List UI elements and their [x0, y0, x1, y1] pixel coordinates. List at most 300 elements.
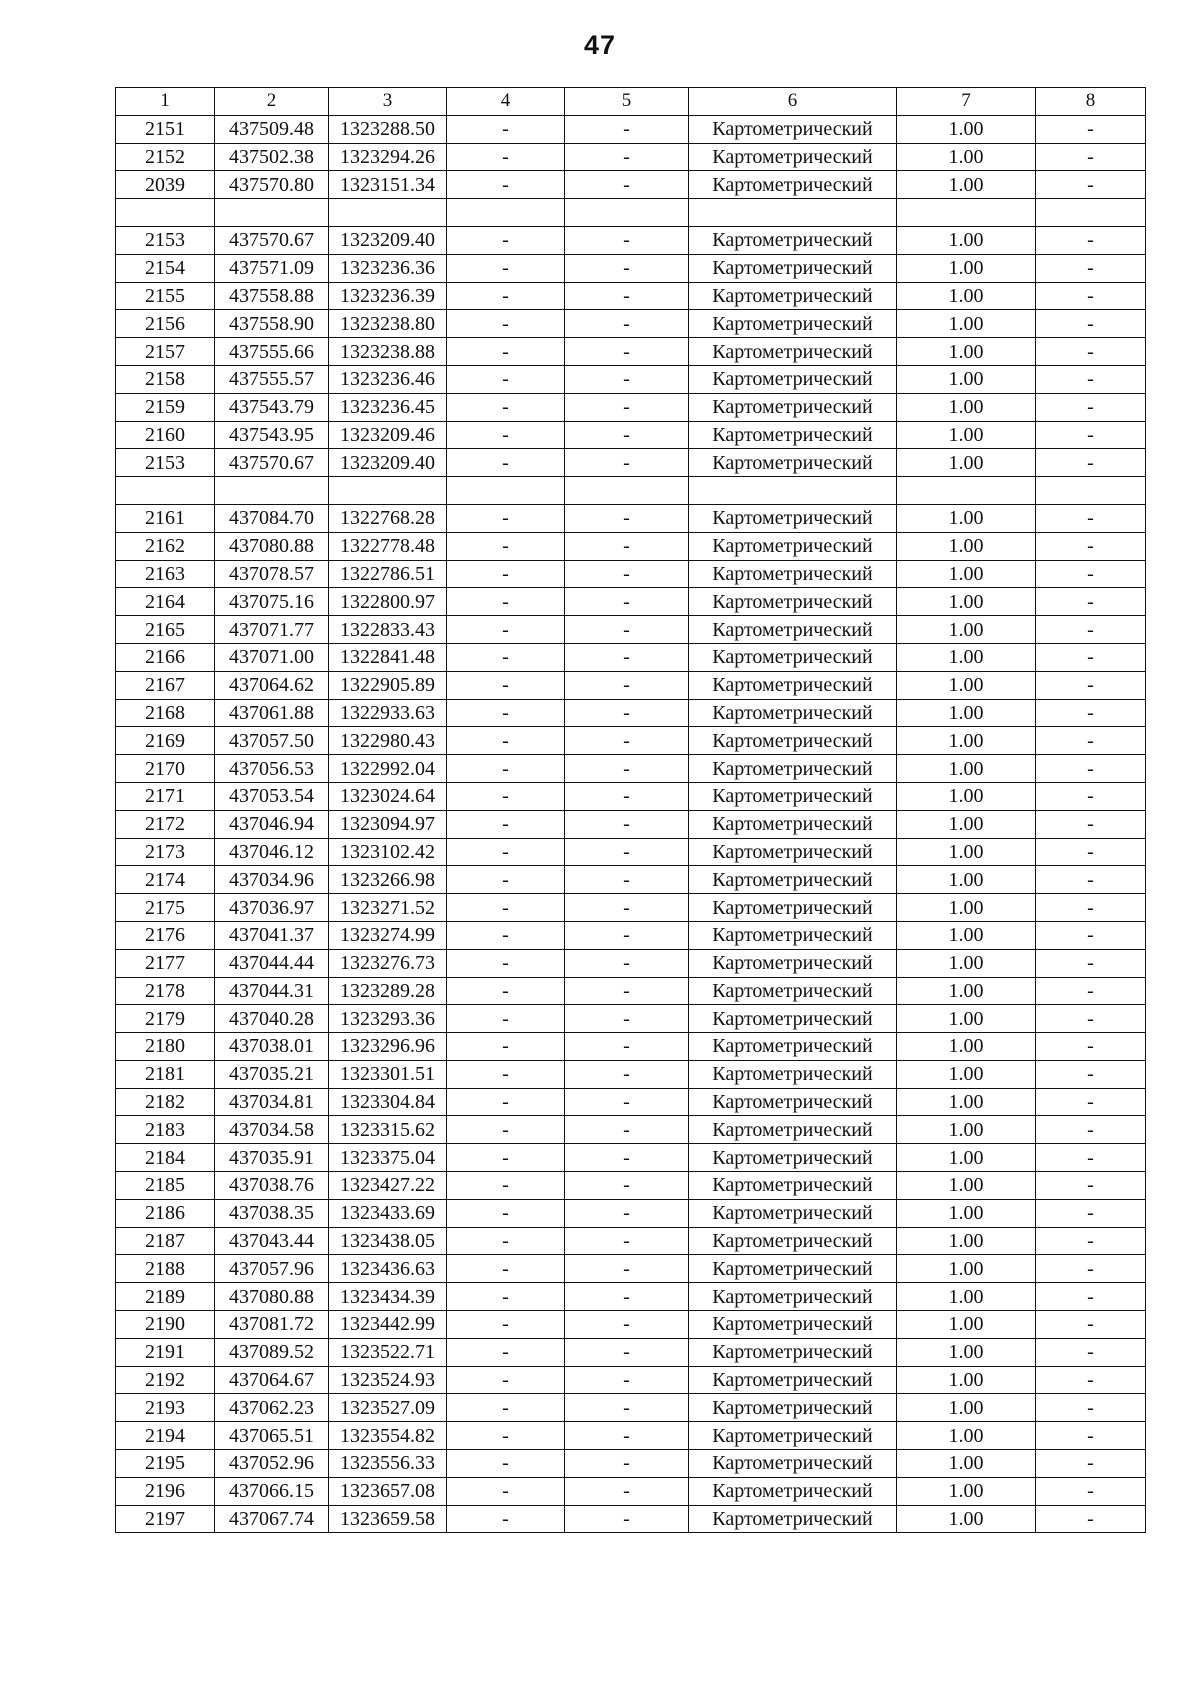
cell-point-number: 2157 [116, 338, 215, 366]
cell-x-coordinate: 437065.51 [215, 1422, 329, 1450]
cell-method: Картометрический [689, 143, 897, 171]
cell-col-8: - [1036, 643, 1146, 671]
cell-col-5: - [565, 532, 689, 560]
cell-y-coordinate: 1323554.82 [329, 1422, 447, 1450]
cell-col-4: - [447, 254, 565, 282]
cell-method: Картометрический [689, 1422, 897, 1450]
cell-method: Картометрический [689, 699, 897, 727]
table-row [116, 143, 1146, 171]
cell-x-coordinate: 437555.57 [215, 365, 329, 393]
cell-point-number: 2156 [116, 310, 215, 338]
cell-method: Картометрический [689, 866, 897, 894]
cell-method: Картометрический [689, 1283, 897, 1311]
cell-col-5: - [565, 1033, 689, 1061]
cell-col-8: - [1036, 1088, 1146, 1116]
cell-method: Картометрический [689, 1505, 897, 1533]
cell-point-number: 2174 [116, 866, 215, 894]
column-header-4: 4 [447, 88, 565, 116]
cell-point-number: 2155 [116, 282, 215, 310]
cell-y-coordinate: 1323315.62 [329, 1116, 447, 1144]
cell-x-coordinate: 437036.97 [215, 894, 329, 922]
cell-x-coordinate: 437071.00 [215, 643, 329, 671]
cell-y-coordinate: 1323289.28 [329, 977, 447, 1005]
cell-point-number: 2169 [116, 727, 215, 755]
cell-col-4: - [447, 588, 565, 616]
cell-col-4: - [447, 755, 565, 783]
cell-precision: 1.00 [897, 1060, 1036, 1088]
cell-col-4: - [447, 1422, 565, 1450]
cell-precision: 1.00 [897, 1450, 1036, 1478]
cell-col-5: - [565, 616, 689, 644]
cell-col-8: - [1036, 171, 1146, 199]
cell-y-coordinate: 1322841.48 [329, 643, 447, 671]
cell-method: Картометрический [689, 1060, 897, 1088]
cell-y-coordinate: 1323209.46 [329, 421, 447, 449]
table-row [116, 1116, 1146, 1144]
cell-x-coordinate: 437067.74 [215, 1505, 329, 1533]
cell-precision: 1.00 [897, 1505, 1036, 1533]
cell-method: Картометрический [689, 1172, 897, 1200]
cell-point-number: 2185 [116, 1172, 215, 1200]
table-row [116, 504, 1146, 532]
cell-col-8: - [1036, 143, 1146, 171]
cell-col-5: - [565, 1227, 689, 1255]
cell-col-4: - [447, 1144, 565, 1172]
table-row [116, 894, 1146, 922]
cell-col-5: - [565, 671, 689, 699]
cell-point-number: 2186 [116, 1199, 215, 1227]
cell-precision [897, 477, 1036, 505]
cell-col-5 [565, 477, 689, 505]
table-row [116, 421, 1146, 449]
column-header-3: 3 [329, 88, 447, 116]
cell-col-8: - [1036, 894, 1146, 922]
table-row [116, 1477, 1146, 1505]
cell-method: Картометрический [689, 1311, 897, 1339]
cell-col-8: - [1036, 1450, 1146, 1478]
cell-method: Картометрический [689, 338, 897, 366]
cell-col-4: - [447, 310, 565, 338]
cell-x-coordinate: 437057.50 [215, 727, 329, 755]
cell-col-5: - [565, 1283, 689, 1311]
cell-col-5: - [565, 727, 689, 755]
cell-col-5: - [565, 1311, 689, 1339]
cell-precision: 1.00 [897, 755, 1036, 783]
cell-col-8: - [1036, 115, 1146, 143]
coordinates-table [115, 87, 1146, 1533]
cell-col-4: - [447, 1199, 565, 1227]
cell-precision: 1.00 [897, 727, 1036, 755]
header-row [116, 88, 1146, 116]
cell-precision: 1.00 [897, 171, 1036, 199]
cell-col-5: - [565, 504, 689, 532]
cell-point-number: 2176 [116, 921, 215, 949]
cell-y-coordinate: 1323288.50 [329, 115, 447, 143]
cell-method: Картометрический [689, 1116, 897, 1144]
cell-method: Картометрический [689, 810, 897, 838]
cell-col-4: - [447, 1505, 565, 1533]
cell-precision: 1.00 [897, 449, 1036, 477]
cell-point-number: 2191 [116, 1338, 215, 1366]
cell-col-8: - [1036, 866, 1146, 894]
cell-col-8: - [1036, 1366, 1146, 1394]
cell-precision: 1.00 [897, 1144, 1036, 1172]
cell-col-8: - [1036, 1033, 1146, 1061]
cell-method: Картометрический [689, 1338, 897, 1366]
cell-col-5: - [565, 1422, 689, 1450]
cell-y-coordinate [329, 477, 447, 505]
cell-point-number: 2178 [116, 977, 215, 1005]
table-row [116, 1338, 1146, 1366]
cell-col-8: - [1036, 755, 1146, 783]
cell-x-coordinate: 437038.01 [215, 1033, 329, 1061]
cell-col-8: - [1036, 588, 1146, 616]
cell-y-coordinate: 1323236.45 [329, 393, 447, 421]
cell-col-8: - [1036, 671, 1146, 699]
cell-x-coordinate: 437066.15 [215, 1477, 329, 1505]
cell-col-8: - [1036, 727, 1146, 755]
cell-col-4: - [447, 616, 565, 644]
cell-col-5: - [565, 365, 689, 393]
cell-col-5: - [565, 866, 689, 894]
cell-col-8: - [1036, 1422, 1146, 1450]
cell-x-coordinate: 437543.79 [215, 393, 329, 421]
cell-point-number: 2175 [116, 894, 215, 922]
cell-col-5: - [565, 171, 689, 199]
cell-x-coordinate: 437558.88 [215, 282, 329, 310]
cell-x-coordinate: 437034.96 [215, 866, 329, 894]
cell-method: Картометрический [689, 532, 897, 560]
cell-point-number: 2152 [116, 143, 215, 171]
cell-y-coordinate: 1323442.99 [329, 1311, 447, 1339]
cell-col-4: - [447, 1283, 565, 1311]
cell-method: Картометрический [689, 282, 897, 310]
cell-col-8: - [1036, 1255, 1146, 1283]
cell-x-coordinate: 437034.81 [215, 1088, 329, 1116]
table-row [116, 949, 1146, 977]
cell-col-5: - [565, 1255, 689, 1283]
cell-point-number: 2190 [116, 1311, 215, 1339]
cell-precision: 1.00 [897, 782, 1036, 810]
cell-x-coordinate: 437081.72 [215, 1311, 329, 1339]
cell-point-number: 2159 [116, 393, 215, 421]
table-row [116, 699, 1146, 727]
cell-x-coordinate: 437061.88 [215, 699, 329, 727]
cell-x-coordinate: 437089.52 [215, 1338, 329, 1366]
cell-precision: 1.00 [897, 643, 1036, 671]
cell-precision: 1.00 [897, 1033, 1036, 1061]
cell-precision: 1.00 [897, 1172, 1036, 1200]
cell-method: Картометрический [689, 1366, 897, 1394]
cell-method: Картометрический [689, 643, 897, 671]
cell-point-number: 2166 [116, 643, 215, 671]
table-row [116, 338, 1146, 366]
cell-method: Картометрический [689, 1227, 897, 1255]
cell-x-coordinate: 437064.62 [215, 671, 329, 699]
cell-x-coordinate: 437035.21 [215, 1060, 329, 1088]
cell-point-number: 2184 [116, 1144, 215, 1172]
cell-col-5: - [565, 310, 689, 338]
table-row [116, 616, 1146, 644]
cell-col-5: - [565, 1060, 689, 1088]
cell-x-coordinate: 437038.76 [215, 1172, 329, 1200]
cell-y-coordinate: 1323274.99 [329, 921, 447, 949]
table-row [116, 1283, 1146, 1311]
cell-method: Картометрический [689, 1033, 897, 1061]
cell-y-coordinate: 1323276.73 [329, 949, 447, 977]
table-row [116, 810, 1146, 838]
cell-method: Картометрический [689, 977, 897, 1005]
table-row [116, 226, 1146, 254]
cell-col-8: - [1036, 699, 1146, 727]
cell-point-number: 2153 [116, 226, 215, 254]
cell-x-coordinate: 437038.35 [215, 1199, 329, 1227]
cell-y-coordinate: 1323266.98 [329, 866, 447, 894]
cell-precision: 1.00 [897, 894, 1036, 922]
cell-col-8: - [1036, 1311, 1146, 1339]
cell-y-coordinate: 1322905.89 [329, 671, 447, 699]
column-header-5: 5 [565, 88, 689, 116]
cell-method: Картометрический [689, 1450, 897, 1478]
cell-y-coordinate: 1323301.51 [329, 1060, 447, 1088]
cell-col-8: - [1036, 226, 1146, 254]
cell-precision: 1.00 [897, 1227, 1036, 1255]
table-row [116, 310, 1146, 338]
cell-col-5: - [565, 755, 689, 783]
cell-col-5: - [565, 1172, 689, 1200]
cell-point-number: 2162 [116, 532, 215, 560]
cell-y-coordinate: 1323294.26 [329, 143, 447, 171]
cell-precision: 1.00 [897, 254, 1036, 282]
cell-col-5: - [565, 1505, 689, 1533]
cell-col-8: - [1036, 532, 1146, 560]
page-number: 47 [583, 30, 617, 60]
cell-y-coordinate [329, 199, 447, 227]
cell-col-4: - [447, 115, 565, 143]
table-row [116, 1450, 1146, 1478]
cell-x-coordinate: 437080.88 [215, 1283, 329, 1311]
cell-precision [897, 199, 1036, 227]
cell-y-coordinate: 1323293.36 [329, 1005, 447, 1033]
cell-col-5: - [565, 421, 689, 449]
cell-y-coordinate: 1323271.52 [329, 894, 447, 922]
column-header-7: 7 [897, 88, 1036, 116]
cell-method: Картометрический [689, 226, 897, 254]
cell-y-coordinate: 1323527.09 [329, 1394, 447, 1422]
table-row [116, 171, 1146, 199]
cell-col-8: - [1036, 949, 1146, 977]
cell-y-coordinate: 1323427.22 [329, 1172, 447, 1200]
cell-x-coordinate: 437570.67 [215, 449, 329, 477]
cell-x-coordinate: 437052.96 [215, 1450, 329, 1478]
table-row [116, 782, 1146, 810]
cell-precision: 1.00 [897, 1005, 1036, 1033]
cell-y-coordinate: 1323024.64 [329, 782, 447, 810]
table-row [116, 866, 1146, 894]
cell-col-8: - [1036, 977, 1146, 1005]
table-row [116, 671, 1146, 699]
table-row [116, 1172, 1146, 1200]
cell-col-4: - [447, 1088, 565, 1116]
cell-col-4: - [447, 1255, 565, 1283]
cell-col-5: - [565, 588, 689, 616]
cell-point-number: 2161 [116, 504, 215, 532]
cell-x-coordinate [215, 199, 329, 227]
cell-col-5 [565, 199, 689, 227]
cell-col-4: - [447, 866, 565, 894]
table-row [116, 282, 1146, 310]
cell-x-coordinate: 437064.67 [215, 1366, 329, 1394]
cell-col-5: - [565, 921, 689, 949]
cell-point-number: 2183 [116, 1116, 215, 1144]
cell-col-5: - [565, 894, 689, 922]
cell-y-coordinate: 1323238.80 [329, 310, 447, 338]
cell-col-4: - [447, 1338, 565, 1366]
cell-col-4: - [447, 143, 565, 171]
cell-method: Картометрический [689, 1477, 897, 1505]
table-row [116, 365, 1146, 393]
cell-col-4: - [447, 1450, 565, 1478]
cell-method: Картометрический [689, 894, 897, 922]
cell-precision: 1.00 [897, 1394, 1036, 1422]
cell-col-4: - [447, 810, 565, 838]
cell-precision: 1.00 [897, 421, 1036, 449]
cell-col-4: - [447, 393, 565, 421]
cell-x-coordinate: 437075.16 [215, 588, 329, 616]
cell-x-coordinate: 437040.28 [215, 1005, 329, 1033]
cell-point-number: 2163 [116, 560, 215, 588]
cell-col-4: - [447, 699, 565, 727]
table-row [116, 449, 1146, 477]
cell-method: Картометрический [689, 755, 897, 783]
cell-point-number: 2168 [116, 699, 215, 727]
cell-method: Картометрический [689, 310, 897, 338]
cell-col-8: - [1036, 449, 1146, 477]
cell-col-5: - [565, 115, 689, 143]
cell-y-coordinate: 1323556.33 [329, 1450, 447, 1478]
cell-col-4: - [447, 949, 565, 977]
cell-x-coordinate: 437043.44 [215, 1227, 329, 1255]
cell-method: Картометрический [689, 365, 897, 393]
cell-col-4: - [447, 921, 565, 949]
cell-col-4: - [447, 421, 565, 449]
cell-precision: 1.00 [897, 616, 1036, 644]
cell-y-coordinate: 1323433.69 [329, 1199, 447, 1227]
cell-col-5: - [565, 338, 689, 366]
table-row [116, 1422, 1146, 1450]
cell-y-coordinate: 1323236.46 [329, 365, 447, 393]
cell-y-coordinate: 1323436.63 [329, 1255, 447, 1283]
table-row [116, 1005, 1146, 1033]
cell-y-coordinate: 1323236.39 [329, 282, 447, 310]
table-row-separator [116, 477, 1146, 505]
cell-x-coordinate: 437543.95 [215, 421, 329, 449]
cell-point-number [116, 477, 215, 505]
cell-col-8: - [1036, 1144, 1146, 1172]
cell-col-5: - [565, 1116, 689, 1144]
cell-x-coordinate: 437034.58 [215, 1116, 329, 1144]
table-row [116, 115, 1146, 143]
cell-col-5: - [565, 1088, 689, 1116]
cell-col-5: - [565, 560, 689, 588]
table-row [116, 1199, 1146, 1227]
cell-method: Картометрический [689, 921, 897, 949]
cell-point-number: 2154 [116, 254, 215, 282]
table-row [116, 1255, 1146, 1283]
cell-method: Картометрический [689, 838, 897, 866]
cell-precision: 1.00 [897, 949, 1036, 977]
cell-col-8: - [1036, 838, 1146, 866]
cell-method: Картометрический [689, 588, 897, 616]
cell-col-4: - [447, 1394, 565, 1422]
cell-col-8: - [1036, 1394, 1146, 1422]
cell-y-coordinate: 1323657.08 [329, 1477, 447, 1505]
cell-method: Картометрический [689, 421, 897, 449]
cell-method: Картометрический [689, 782, 897, 810]
cell-point-number: 2158 [116, 365, 215, 393]
cell-col-4: - [447, 1060, 565, 1088]
cell-col-4 [447, 477, 565, 505]
cell-precision: 1.00 [897, 588, 1036, 616]
cell-y-coordinate: 1322778.48 [329, 532, 447, 560]
cell-col-8: - [1036, 1283, 1146, 1311]
cell-method: Картометрический [689, 949, 897, 977]
cell-precision: 1.00 [897, 393, 1036, 421]
cell-point-number: 2192 [116, 1366, 215, 1394]
cell-col-8: - [1036, 504, 1146, 532]
cell-col-5: - [565, 449, 689, 477]
cell-y-coordinate: 1322768.28 [329, 504, 447, 532]
cell-col-8 [1036, 199, 1146, 227]
cell-col-5: - [565, 782, 689, 810]
cell-col-4: - [447, 504, 565, 532]
cell-y-coordinate: 1323438.05 [329, 1227, 447, 1255]
cell-method: Картометрический [689, 671, 897, 699]
cell-precision: 1.00 [897, 1311, 1036, 1339]
cell-col-8: - [1036, 782, 1146, 810]
cell-precision: 1.00 [897, 1116, 1036, 1144]
cell-y-coordinate: 1322786.51 [329, 560, 447, 588]
cell-precision: 1.00 [897, 560, 1036, 588]
cell-col-4: - [447, 1005, 565, 1033]
table-row [116, 1505, 1146, 1533]
cell-y-coordinate: 1323238.88 [329, 338, 447, 366]
cell-point-number: 2151 [116, 115, 215, 143]
cell-point-number: 2187 [116, 1227, 215, 1255]
cell-x-coordinate: 437558.90 [215, 310, 329, 338]
cell-method: Картометрический [689, 616, 897, 644]
cell-col-5: - [565, 1338, 689, 1366]
cell-y-coordinate: 1323304.84 [329, 1088, 447, 1116]
cell-col-8: - [1036, 810, 1146, 838]
cell-precision: 1.00 [897, 1088, 1036, 1116]
cell-y-coordinate: 1323236.36 [329, 254, 447, 282]
cell-col-4: - [447, 671, 565, 699]
cell-col-8: - [1036, 365, 1146, 393]
cell-y-coordinate: 1323375.04 [329, 1144, 447, 1172]
cell-col-5: - [565, 143, 689, 171]
cell-col-8: - [1036, 1227, 1146, 1255]
table-row [116, 727, 1146, 755]
cell-method: Картометрический [689, 1394, 897, 1422]
cell-col-5: - [565, 282, 689, 310]
cell-col-5: - [565, 1450, 689, 1478]
cell-precision: 1.00 [897, 866, 1036, 894]
cell-col-4: - [447, 365, 565, 393]
cell-point-number: 2195 [116, 1450, 215, 1478]
cell-col-4: - [447, 894, 565, 922]
cell-precision: 1.00 [897, 699, 1036, 727]
